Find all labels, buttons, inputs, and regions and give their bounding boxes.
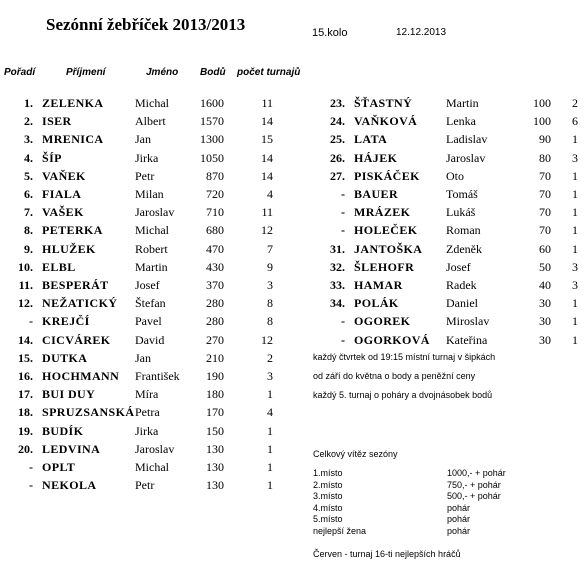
- points-cell: 70: [539, 205, 551, 220]
- note-line: každý 5. turnaj o poháry a dvojnásobek bodů: [313, 390, 493, 400]
- points-cell: 180: [206, 387, 224, 402]
- first-name-cell: Jaroslav: [135, 441, 175, 456]
- points-cell: 90: [539, 132, 551, 147]
- rank-cell: 15.: [18, 350, 33, 365]
- prizes-title: Celkový vítěz sezóny: [313, 449, 398, 459]
- points-cell: 170: [206, 405, 224, 420]
- surname-cell: HAMAR: [354, 278, 403, 292]
- rank-cell: -: [29, 478, 33, 493]
- surname-cell: BUDÍK: [42, 423, 84, 438]
- rank-cell: 11.: [18, 278, 33, 292]
- points-cell: 710: [206, 205, 224, 220]
- surname-cell: MRENICA: [42, 132, 104, 147]
- rank-cell: 7.: [24, 205, 33, 220]
- tournaments-cell: 2: [267, 350, 273, 365]
- points-cell: 130: [206, 478, 224, 493]
- tournaments-cell: 14: [261, 150, 273, 165]
- tournaments-cell: 1: [267, 423, 273, 438]
- surname-cell: LATA: [354, 132, 388, 147]
- surname-cell: DUTKA: [42, 350, 88, 365]
- surname-cell: VAŇKOVÁ: [354, 114, 418, 129]
- first-name-cell: Michal: [135, 460, 169, 474]
- points-cell: 70: [539, 168, 551, 183]
- points-cell: 1300: [200, 132, 224, 147]
- rank-cell: 27.: [330, 168, 345, 183]
- rank-cell: 5.: [24, 168, 33, 183]
- surname-cell: ELBL: [42, 259, 76, 274]
- surname-cell: PISKÁČEK: [354, 168, 420, 183]
- tournaments-cell: 1: [572, 314, 578, 329]
- rank-cell: -: [341, 205, 345, 220]
- first-name-cell: Josef: [446, 259, 471, 274]
- rank-cell: -: [341, 187, 345, 201]
- rank-cell: 9.: [24, 241, 33, 256]
- surname-cell: ŠŤASTNÝ: [354, 96, 413, 110]
- tournaments-cell: 3: [267, 369, 273, 383]
- points-cell: 80: [539, 150, 551, 165]
- rank-cell: 33.: [330, 278, 345, 292]
- date-label: 12.12.2013: [396, 27, 447, 38]
- first-name-cell: Roman: [446, 223, 481, 238]
- points-cell: 130: [206, 460, 224, 474]
- tournaments-cell: 3: [267, 278, 273, 292]
- rank-cell: 16.: [18, 369, 33, 383]
- first-name-cell: Michal: [135, 96, 169, 110]
- rank-cell: 14.: [18, 332, 33, 347]
- surname-cell: HÁJEK: [354, 150, 398, 165]
- tournaments-cell: 1: [572, 223, 578, 238]
- tournaments-cell: 1: [267, 478, 273, 493]
- prize-place: 4.místo: [313, 502, 343, 513]
- surname-cell: SPRUZSANSKÁ: [42, 405, 135, 420]
- first-name-cell: Oto: [446, 168, 464, 183]
- tournaments-cell: 7: [267, 241, 273, 256]
- surname-cell: BESPERÁT: [42, 278, 109, 292]
- rank-cell: 6.: [24, 187, 33, 201]
- tournaments-cell: 1: [572, 168, 578, 183]
- prize-place: 1.místo: [313, 468, 343, 478]
- surname-cell: HOCHMANN: [42, 369, 120, 383]
- rank-cell: 18.: [18, 405, 33, 420]
- prize-place: 5.místo: [313, 514, 343, 524]
- tournaments-cell: 1: [267, 441, 273, 456]
- tournaments-cell: 3: [572, 259, 578, 274]
- page-title: Sezónní žebříček 2013/2013: [46, 15, 246, 34]
- tournaments-cell: 3: [572, 278, 578, 292]
- note-line: od září do května o body a peněžní ceny: [313, 371, 476, 381]
- surname-cell: ZELENKA: [42, 96, 104, 110]
- first-name-cell: František: [135, 369, 180, 383]
- tournaments-cell: 8: [267, 296, 273, 311]
- prize-place: 3.místo: [313, 491, 343, 501]
- points-cell: 150: [206, 423, 224, 438]
- tournaments-cell: 4: [267, 405, 273, 420]
- rank-cell: 32.: [330, 259, 345, 274]
- column-header-tournaments: počet turnajů: [237, 67, 301, 78]
- prize-place: 2.místo: [313, 479, 343, 490]
- rank-cell: 17.: [18, 387, 33, 402]
- surname-cell: HOLEČEK: [354, 223, 418, 238]
- first-name-cell: Tomáš: [446, 187, 478, 201]
- surname-cell: BUI DUY: [42, 387, 96, 402]
- first-name-cell: Lukáš: [446, 205, 476, 220]
- first-name-cell: Jan: [135, 350, 151, 365]
- surname-cell: BAUER: [354, 187, 399, 201]
- first-name-cell: Martin: [135, 259, 168, 274]
- points-cell: 50: [539, 259, 551, 274]
- points-cell: 100: [533, 96, 551, 110]
- first-name-cell: Martin: [446, 96, 479, 110]
- points-cell: 470: [206, 241, 224, 256]
- surname-cell: OPLT: [42, 460, 76, 474]
- prize-value: 750,- + pohár: [447, 479, 501, 490]
- first-name-cell: Jirka: [135, 423, 159, 438]
- column-header-rank: Pořadí: [4, 67, 36, 78]
- points-cell: 1050: [200, 150, 224, 165]
- surname-cell: VAŠEK: [42, 205, 84, 220]
- rank-cell: 4.: [24, 150, 33, 165]
- rank-cell: 2.: [24, 114, 33, 129]
- points-cell: 40: [539, 278, 551, 292]
- rank-cell: 8.: [24, 223, 33, 238]
- points-cell: 270: [206, 332, 224, 347]
- points-cell: 30: [539, 314, 551, 329]
- points-cell: 130: [206, 441, 224, 456]
- tournaments-cell: 1: [572, 332, 578, 347]
- surname-cell: MRÁZEK: [354, 205, 411, 220]
- tournaments-cell: 15: [261, 132, 273, 147]
- surname-cell: NEKOLA: [42, 478, 97, 493]
- rank-cell: 20.: [18, 441, 33, 456]
- tournaments-cell: 12: [261, 332, 273, 347]
- points-cell: 100: [533, 114, 551, 129]
- rank-cell: 3.: [24, 132, 33, 147]
- prize-value: pohár: [447, 502, 471, 513]
- surname-cell: CICVÁREK: [42, 332, 111, 347]
- rank-cell: 1.: [24, 96, 33, 110]
- points-cell: 190: [206, 369, 224, 383]
- tournaments-cell: 1: [572, 187, 578, 201]
- points-cell: 680: [206, 223, 224, 238]
- points-cell: 280: [206, 296, 224, 311]
- points-cell: 1570: [200, 114, 224, 129]
- rank-cell: 34.: [330, 296, 345, 311]
- first-name-cell: Jaroslav: [446, 150, 486, 165]
- points-cell: 430: [206, 259, 224, 274]
- rank-cell: -: [29, 314, 33, 329]
- tournaments-cell: 11: [261, 96, 273, 110]
- points-cell: 70: [539, 187, 551, 201]
- points-cell: 70: [539, 223, 551, 238]
- prize-value: pohár: [447, 525, 471, 536]
- first-name-cell: Kateřina: [446, 332, 488, 347]
- rank-cell: 26.: [330, 150, 345, 165]
- surname-cell: OGORKOVÁ: [354, 332, 430, 347]
- rank-cell: -: [341, 223, 345, 238]
- tournaments-cell: 11: [261, 205, 273, 220]
- prizes-footer: Červen - turnaj 16-ti nejlepších hráčů: [313, 549, 461, 559]
- rank-cell: 12.: [18, 296, 33, 311]
- points-cell: 1600: [200, 96, 224, 110]
- points-cell: 30: [539, 332, 551, 347]
- first-name-cell: Ladislav: [446, 132, 488, 147]
- first-name-cell: Štefan: [135, 296, 166, 311]
- points-cell: 60: [539, 241, 551, 256]
- tournaments-cell: 8: [267, 314, 273, 329]
- tournaments-cell: 1: [267, 460, 273, 474]
- prize-value: 1000,- + pohár: [447, 468, 506, 478]
- first-name-cell: Radek: [446, 278, 477, 292]
- first-name-cell: Jan: [135, 132, 151, 147]
- surname-cell: ŠÍP: [42, 150, 62, 165]
- rank-cell: 23.: [330, 96, 345, 110]
- rank-cell: -: [341, 332, 345, 347]
- first-name-cell: Petr: [135, 478, 155, 493]
- first-name-cell: Petra: [135, 405, 160, 420]
- first-name-cell: Albert: [135, 114, 166, 129]
- points-cell: 280: [206, 314, 224, 329]
- round-label: 15.kolo: [312, 27, 348, 39]
- tournaments-cell: 3: [572, 150, 578, 165]
- tournaments-cell: 14: [261, 114, 273, 129]
- first-name-cell: Josef: [135, 278, 160, 292]
- column-header-name: Jméno: [146, 67, 179, 78]
- prize-value: 500,- + pohár: [447, 491, 501, 501]
- tournaments-cell: 2: [572, 96, 578, 110]
- first-name-cell: Petr: [135, 168, 155, 183]
- first-name-cell: Jaroslav: [135, 205, 175, 220]
- column-header-points: Bodů: [200, 67, 226, 78]
- rank-cell: 19.: [18, 423, 33, 438]
- surname-cell: NEŽATICKÝ: [42, 296, 118, 311]
- surname-cell: POLÁK: [354, 296, 399, 311]
- first-name-cell: Pavel: [135, 314, 162, 329]
- points-cell: 370: [206, 278, 224, 292]
- first-name-cell: Jirka: [135, 150, 159, 165]
- prize-value: pohár: [447, 514, 471, 524]
- first-name-cell: Míra: [135, 387, 159, 402]
- first-name-cell: Daniel: [446, 296, 478, 311]
- rank-cell: 10.: [18, 259, 33, 274]
- surname-cell: ISER: [42, 114, 72, 129]
- column-header-surname: Příjmení: [66, 67, 106, 78]
- first-name-cell: David: [135, 332, 165, 347]
- tournaments-cell: 1: [572, 296, 578, 311]
- first-name-cell: Lenka: [446, 114, 476, 129]
- points-cell: 210: [206, 350, 224, 365]
- first-name-cell: Miroslav: [446, 314, 490, 329]
- tournaments-cell: 4: [267, 187, 273, 201]
- points-cell: 30: [539, 296, 551, 311]
- first-name-cell: Zdeněk: [446, 241, 482, 256]
- surname-cell: ŠLEHOFR: [354, 259, 415, 274]
- first-name-cell: Milan: [135, 187, 164, 201]
- tournaments-cell: 1: [267, 387, 273, 402]
- surname-cell: HLUŽEK: [42, 241, 96, 256]
- surname-cell: OGOREK: [354, 314, 411, 329]
- rank-cell: 24.: [330, 114, 345, 129]
- first-name-cell: Michal: [135, 223, 169, 238]
- tournaments-cell: 6: [572, 114, 578, 129]
- surname-cell: KREJČÍ: [42, 314, 90, 329]
- surname-cell: VAŇEK: [42, 168, 86, 183]
- tournaments-cell: 9: [267, 259, 273, 274]
- tournaments-cell: 12: [261, 223, 273, 238]
- rank-cell: 25.: [330, 132, 345, 147]
- rank-cell: -: [341, 314, 345, 329]
- surname-cell: JANTOŠKA: [354, 241, 423, 256]
- tournaments-cell: 1: [572, 132, 578, 147]
- note-line: každý čtvrtek od 19:15 místní turnaj v šipkách: [313, 352, 496, 362]
- surname-cell: LEDVINA: [42, 441, 101, 456]
- points-cell: 870: [206, 168, 224, 183]
- tournaments-cell: 14: [261, 168, 273, 183]
- tournaments-cell: 1: [572, 241, 578, 256]
- prize-place: nejlepší žena: [313, 525, 367, 536]
- rank-cell: 31.: [330, 241, 345, 256]
- tournaments-cell: 1: [572, 205, 578, 220]
- surname-cell: FIALA: [42, 187, 82, 201]
- rank-cell: -: [29, 460, 33, 474]
- first-name-cell: Robert: [135, 241, 168, 256]
- surname-cell: PETERKA: [42, 223, 103, 238]
- points-cell: 720: [206, 187, 224, 201]
